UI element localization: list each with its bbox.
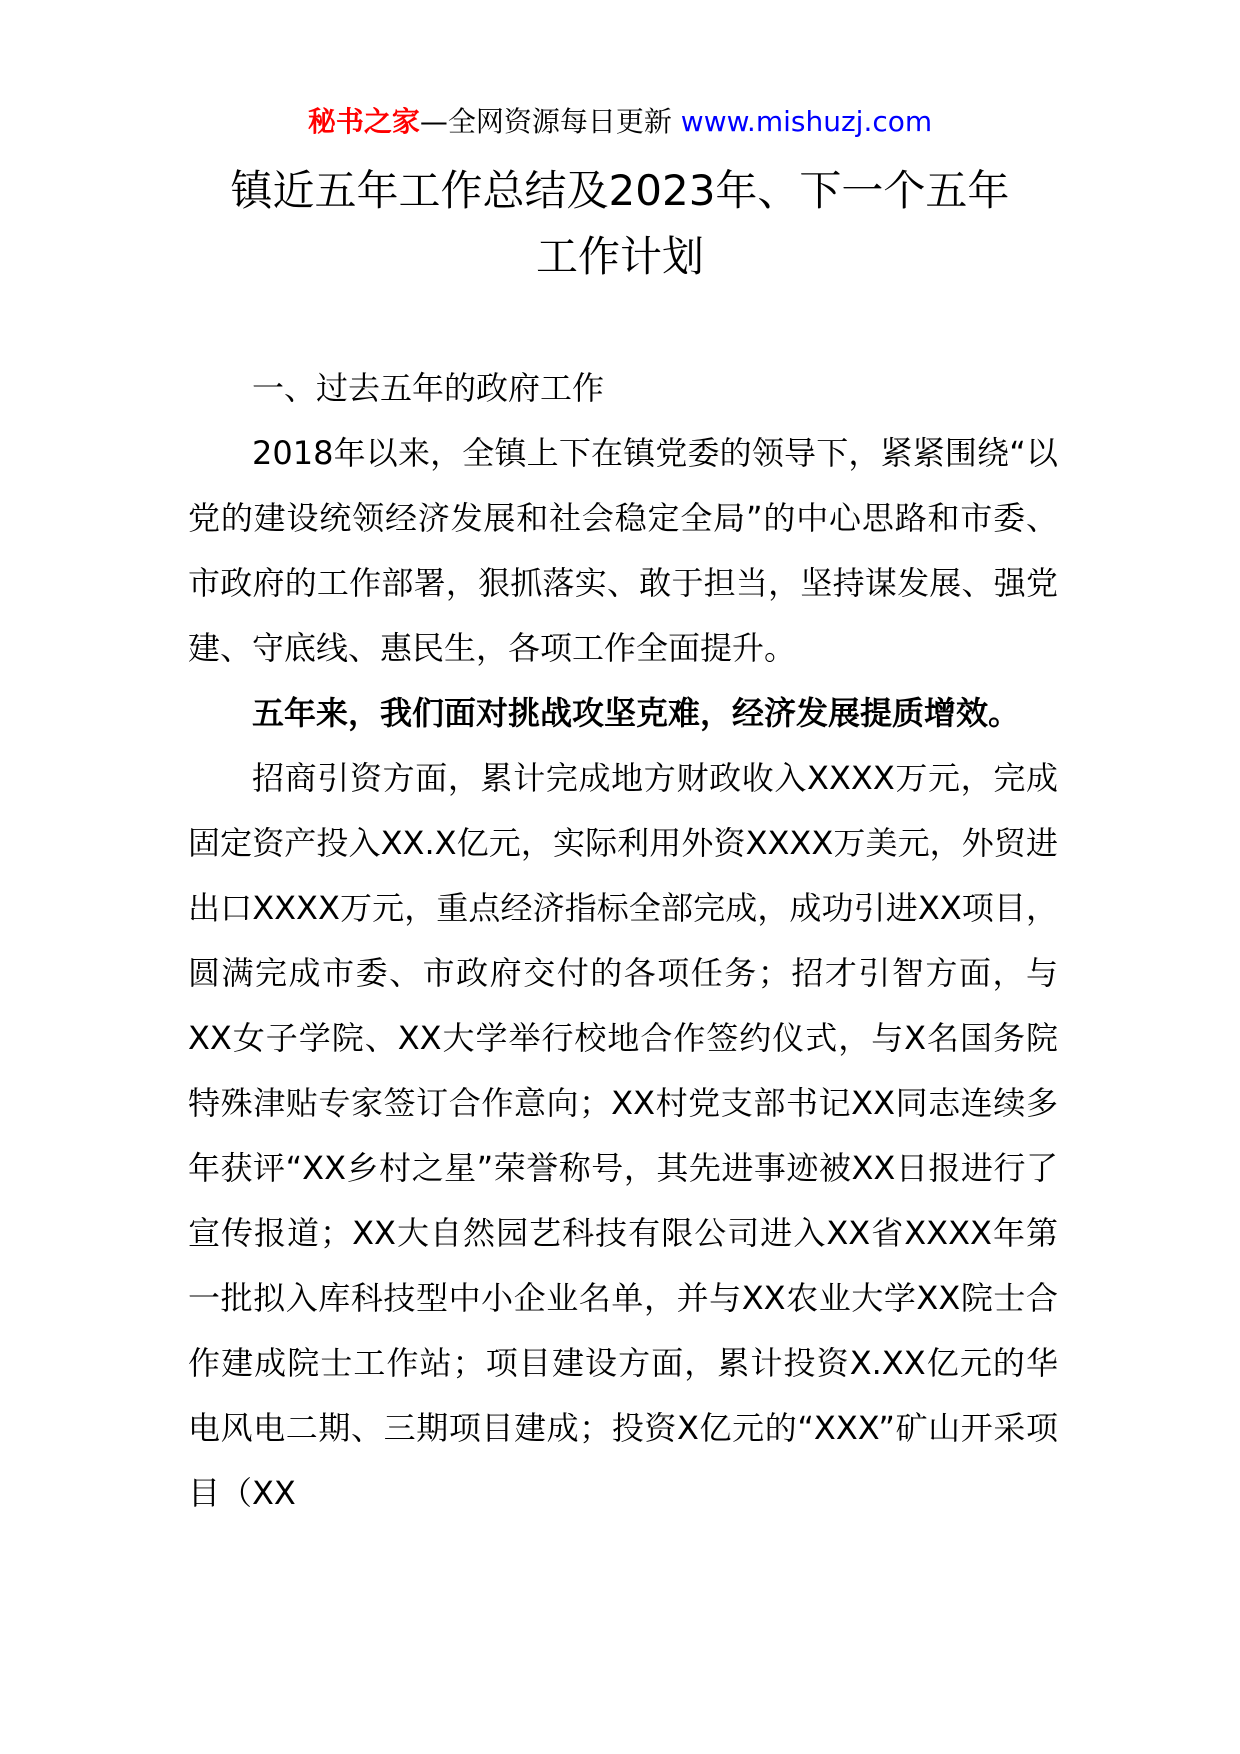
document-title-line-1: 镇近五年工作总结及2023年、下一个五年 [230,166,1010,215]
header-slogan: —全网资源每日更新 [419,105,672,138]
bold-summary-paragraph: 五年来，我们面对挑战攻坚克难，经济发展提质增效。 [252,694,1021,732]
section-heading: 一、过去五年的政府工作 [252,369,605,407]
document-title [150,158,1090,290]
watermark-header [0,102,1240,142]
header-brand: 秘书之家 [307,105,420,138]
body-paragraph: 招商引资方面，累计完成地方财政收入XXXX万元，完成固定资产投入XX.X亿元，实际利用外资XXXX万美元，外贸进出口XXXX万元，重点经济指标全部完成，成功引进XX项目，圆满完成市委、市政府交付的各项任务；招才引智方面，与XX女子学院、XX大学举行校地合作签约仪式，与X名国务院特殊津贴专家签订合作意向；XX村党支部书记XX同志连续多年获评“XX乡村之星”荣誉称号，其先进事迹被XX日报进行了宣传报道；XX大自然园艺科技有限公司进入XX省XXXX年第一批拟入库科技型中小企业名单，并与XX农业大学XX院士合作建成院士工作站；项目建设方面，累计投资X.XX亿元的华电风电二期、三期项目建成；投资X亿元的“XXX”矿山开采项目（XX [188,759,1058,1512]
body-paragraph: 2018年以来，全镇上下在镇党委的领导下，紧紧围绕“以党的建设统领经济发展和社会稳定全局”的中心思路和市委、市政府的工作部署，狠抓落实、敢于担当，坚持谋发展、强党建、守底线、惠民生，各项工作全面提升。 [188,434,1058,667]
document-title-line-2: 工作计划 [535,232,704,281]
header-site-link[interactable]: www.mishuzj.com [680,105,933,138]
document-body [188,356,1058,1526]
